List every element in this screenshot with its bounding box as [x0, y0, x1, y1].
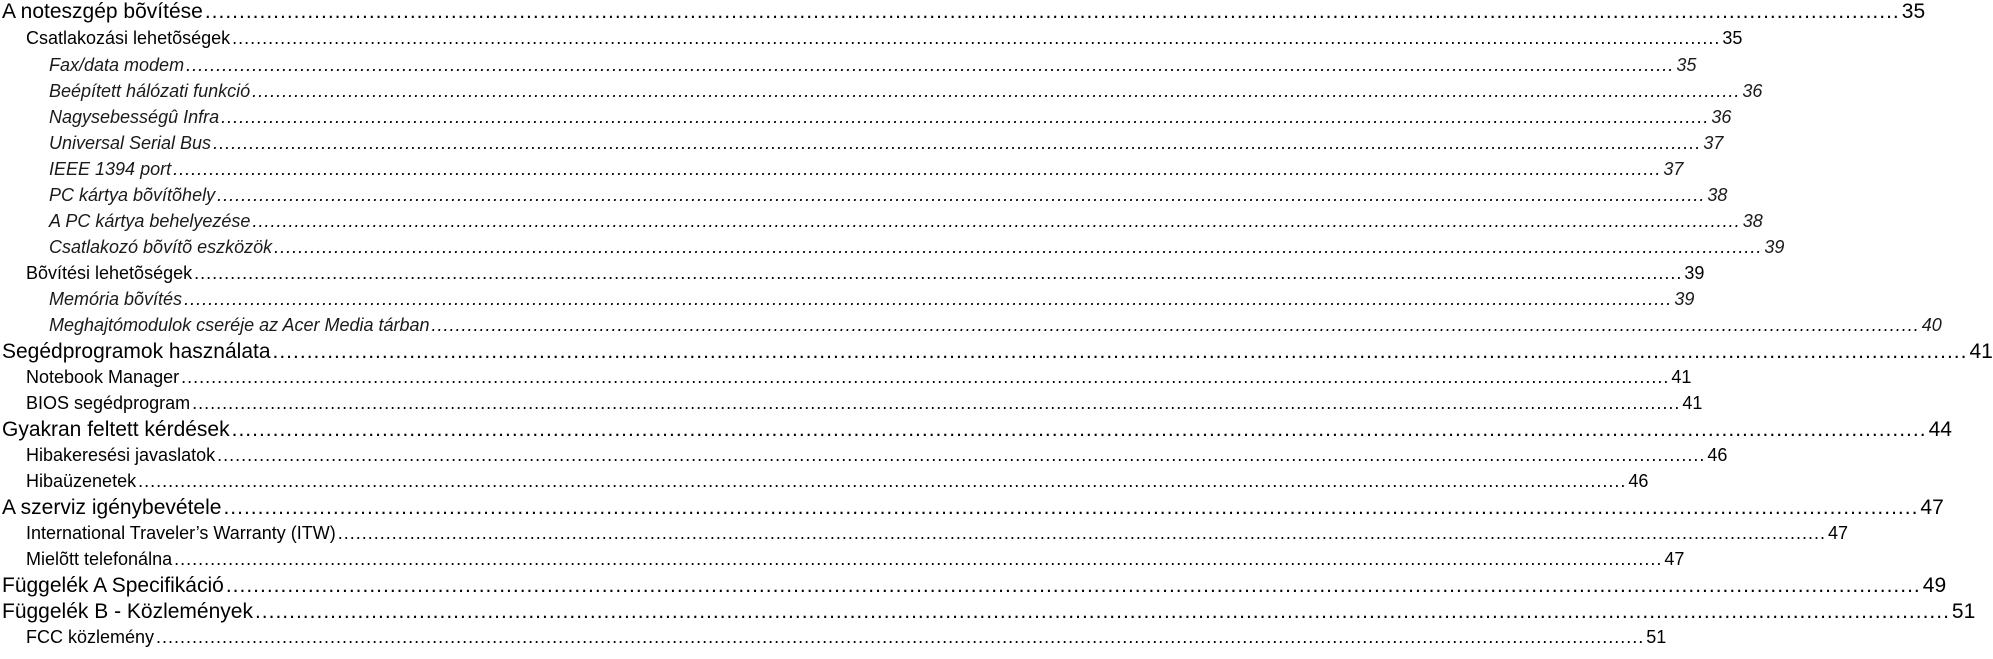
toc-entry-title: Gyakran feltett kérdések [2, 418, 230, 441]
toc-entry-leader: ........................................................................................................................................................................................................................................................ [138, 471, 1627, 491]
toc-entry-page: 47 [1828, 523, 1849, 543]
toc-entry[interactable] [0, 55, 1697, 81]
toc-entry[interactable] [0, 133, 1724, 159]
toc-entry[interactable] [0, 393, 1703, 419]
toc-entry-page: 46 [1628, 471, 1649, 491]
toc-entry[interactable] [0, 0, 1926, 26]
toc-entry-leader: ........................................................................................................................................................................................................................................................ [221, 107, 1710, 127]
toc-entry[interactable] [0, 523, 1849, 549]
toc-entry-page: 49 [1922, 574, 1947, 597]
toc-entry-leader: ........................................................................................................................................................................................................................................................ [225, 574, 1921, 597]
toc-entry-page: 37 [1663, 159, 1684, 179]
toc-entry-title: A szerviz igénybevétele [2, 496, 222, 519]
toc-entry[interactable] [0, 496, 1944, 522]
toc-entry-title: A noteszgép bõvítése [2, 0, 203, 23]
toc-entry-page: 35 [1901, 0, 1926, 23]
toc-entry[interactable] [0, 340, 1993, 366]
toc-entry[interactable] [0, 289, 1695, 315]
toc-entry-title: Meghajtómodulok cseréje az Acer Media tárban [49, 315, 430, 335]
toc-entry-page: 41 [1969, 340, 1993, 363]
toc-entry-leader: ........................................................................................................................................................................................................................................................ [204, 0, 1900, 23]
toc-entry-leader: ........................................................................................................................................................................................................................................................ [194, 263, 1683, 283]
toc-entry[interactable] [0, 81, 1763, 107]
toc-entry[interactable] [0, 574, 1947, 600]
toc-entry[interactable] [0, 263, 1705, 289]
toc-entry-title: Csatlakozó bõvítõ eszközök [49, 237, 273, 257]
toc-entry[interactable] [0, 185, 1728, 211]
toc-entry-title: International Traveler’s Warranty (ITW) [26, 523, 336, 543]
toc-entry-leader: ........................................................................................................................................................................................................................................................ [213, 133, 1702, 153]
toc-entry-title: Nagysebességû Infra [49, 107, 220, 127]
toc-entry[interactable] [0, 211, 1763, 237]
toc-entry-title: PC kártya bõvítõhely [49, 185, 216, 205]
toc-entry-leader: ........................................................................................................................................................................................................................................................ [217, 445, 1706, 465]
toc-entry-leader: ........................................................................................................................................................................................................................................................ [192, 393, 1681, 413]
toc-entry[interactable] [0, 600, 1976, 626]
toc-entry-page: 38 [1707, 185, 1728, 205]
toc-entry-leader: ........................................................................................................................................................................................................................................................ [272, 340, 1968, 363]
toc-entry[interactable] [0, 627, 1667, 653]
toc-entry[interactable] [0, 549, 1685, 575]
toc-entry[interactable] [0, 237, 1785, 263]
toc-entry-leader: ........................................................................................................................................................................................................................................................ [181, 367, 1670, 387]
toc-entry-title: Memória bõvítés [49, 289, 183, 309]
toc-entry-leader: ........................................................................................................................................................................................................................................................ [254, 600, 1950, 623]
toc-entry-title: Universal Serial Bus [49, 133, 212, 153]
toc-entry[interactable] [0, 367, 1692, 393]
toc-entry-leader: ........................................................................................................................................................................................................................................................ [252, 81, 1741, 101]
toc-entry-title: BIOS segédprogram [26, 393, 191, 413]
toc-entry-page: 37 [1703, 133, 1724, 153]
toc-entry-leader: ........................................................................................................................................................................................................................................................ [232, 28, 1721, 48]
toc-entry-page: 41 [1671, 367, 1692, 387]
toc-entry-title: A PC kártya behelyezése [49, 211, 251, 231]
toc-entry-page: 39 [1674, 289, 1695, 309]
toc-entry-title: Fax/data modem [49, 55, 185, 75]
toc-entry-leader: ........................................................................................................................................................................................................................................................ [156, 627, 1645, 647]
toc-entry-title: FCC közlemény [26, 627, 155, 647]
toc-entry[interactable] [0, 315, 1942, 341]
toc-entry-page: 36 [1742, 81, 1763, 101]
toc-entry-title: Mielõtt telefonálna [26, 549, 173, 569]
toc-entry[interactable] [0, 445, 1728, 471]
toc-entry-page: 40 [1921, 315, 1942, 335]
toc-entry-title: Függelék B - Közlemények [2, 600, 253, 623]
toc-entry[interactable] [0, 471, 1649, 497]
toc-entry[interactable] [0, 159, 1684, 185]
toc-entry-leader: ........................................................................................................................................................................................................................................................ [231, 418, 1927, 441]
toc-entry-page: 51 [1646, 627, 1667, 647]
toc-entry-page: 41 [1682, 393, 1703, 413]
toc-entry-title: Notebook Manager [26, 367, 180, 387]
toc-entry-leader: ........................................................................................................................................................................................................................................................ [186, 55, 1675, 75]
toc-entry-leader: ........................................................................................................................................................................................................................................................ [223, 496, 1919, 519]
toc-entry-page: 36 [1711, 107, 1732, 127]
toc-entry-title: Hibaüzenetek [26, 471, 137, 491]
toc-entry-title: Függelék A Specifikáció [2, 574, 224, 597]
toc-entry-title: Segédprogramok használata [2, 340, 271, 363]
toc-entry-leader: ........................................................................................................................................................................................................................................................ [217, 185, 1706, 205]
toc-entry-page: 35 [1722, 28, 1743, 48]
toc-entry-page: 39 [1684, 263, 1705, 283]
toc-entry[interactable] [0, 418, 1952, 444]
toc-entry-leader: ........................................................................................................................................................................................................................................................ [274, 237, 1763, 257]
toc-entry-title: Bõvítési lehetõségek [26, 263, 193, 283]
toc-entry-page: 46 [1707, 445, 1728, 465]
toc-entry-page: 51 [1951, 600, 1976, 623]
toc-entry[interactable] [0, 28, 1743, 54]
toc-entry-page: 39 [1764, 237, 1785, 257]
toc-entry-page: 47 [1920, 496, 1944, 519]
toc-entry[interactable] [0, 107, 1732, 133]
toc-entry-leader: ........................................................................................................................................................................................................................................................ [431, 315, 1920, 335]
toc-entry-title: Hibakeresési javaslatok [26, 445, 216, 465]
toc-entry-page: 44 [1928, 418, 1952, 441]
toc-entry-title: Csatlakozási lehetõségek [26, 28, 231, 48]
toc-entry-leader: ........................................................................................................................................................................................................................................................ [173, 159, 1662, 179]
toc-entry-leader: ........................................................................................................................................................................................................................................................ [184, 289, 1673, 309]
toc-entry-page: 38 [1742, 211, 1763, 231]
toc-entry-page: 35 [1676, 55, 1697, 75]
toc-entry-title: Beépített hálózati funkció [49, 81, 251, 101]
toc-entry-title: IEEE 1394 port [49, 159, 172, 179]
toc-entry-leader: ........................................................................................................................................................................................................................................................ [174, 549, 1663, 569]
toc-entry-leader: ........................................................................................................................................................................................................................................................ [337, 523, 1827, 543]
toc-entry-leader: ........................................................................................................................................................................................................................................................ [252, 211, 1741, 231]
toc-entry-page: 47 [1664, 549, 1685, 569]
